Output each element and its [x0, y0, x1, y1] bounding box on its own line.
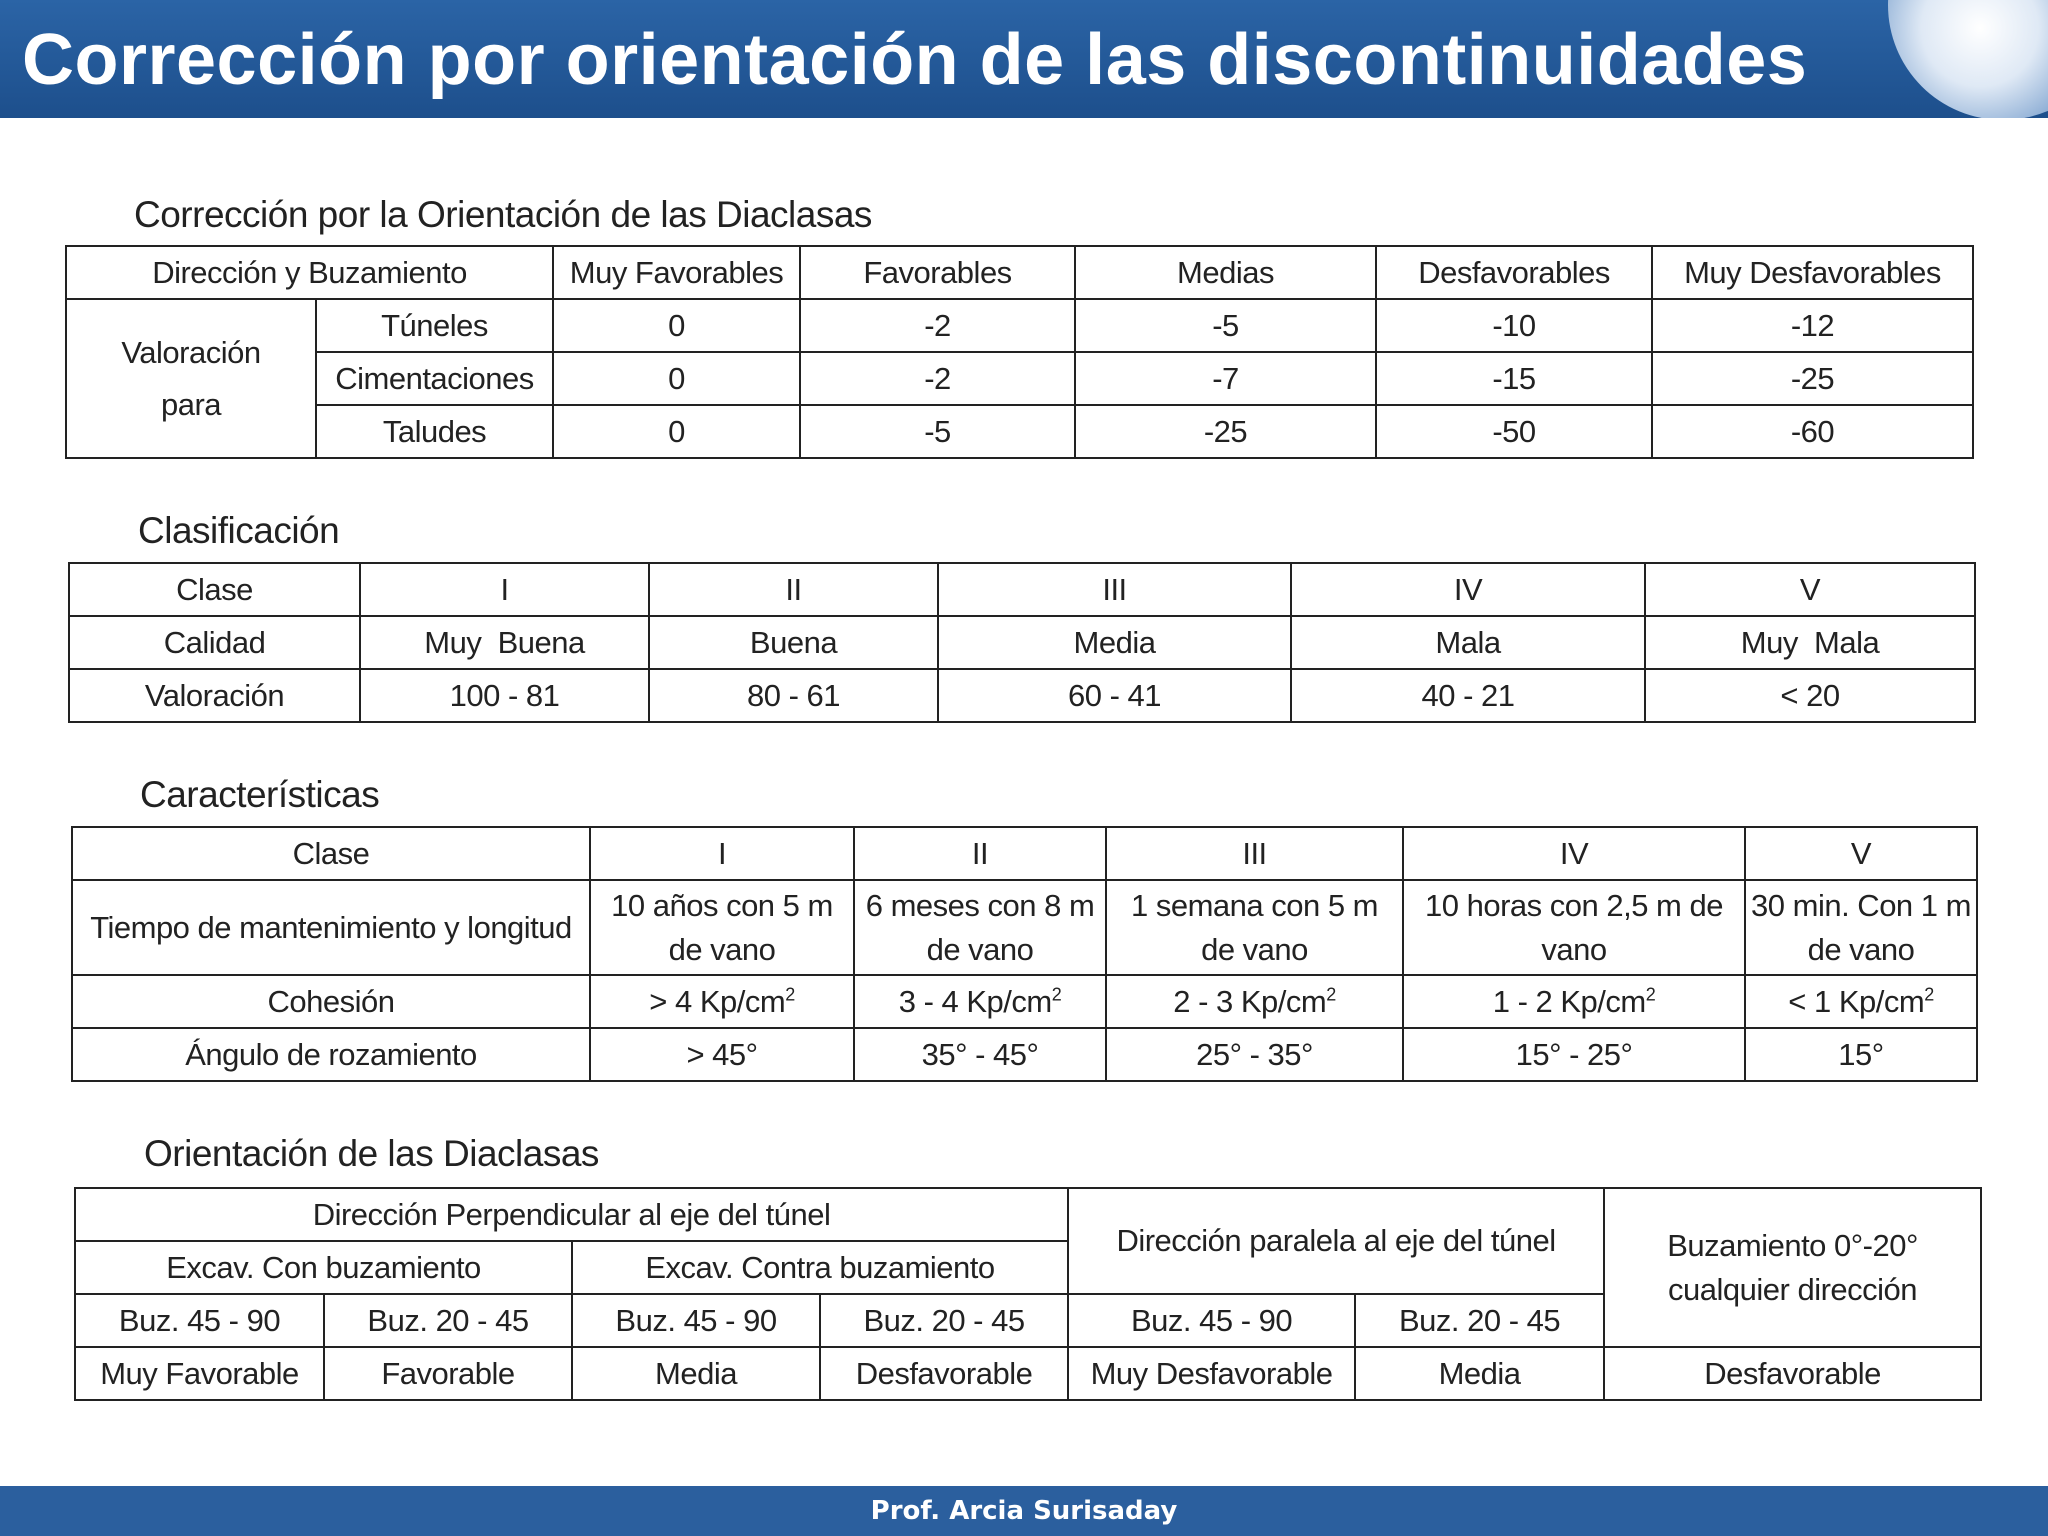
table-cell: 100 - 81	[360, 669, 649, 722]
table-row	[72, 827, 1977, 880]
perpendicular-direction-cell: Dirección Perpendicular al eje del túnel	[75, 1188, 1068, 1241]
unit-superscript: 2	[1326, 984, 1336, 1005]
classification-title: Clasificación	[138, 510, 340, 551]
table-row	[69, 563, 1975, 616]
row-label: Taludes	[316, 405, 553, 458]
slide-header	[0, 0, 2048, 118]
table-cell: III	[1106, 827, 1403, 880]
group-label-line-1: Valoración	[121, 334, 261, 370]
cohesion-value: 3 - 4 Kp/cm	[898, 983, 1052, 1019]
header-cell: Favorables	[800, 246, 1075, 299]
table-cell: -60	[1652, 405, 1973, 458]
table-cell: I	[360, 563, 649, 616]
table-cell: -15	[1376, 352, 1652, 405]
cohesion-value: 2 - 3 Kp/cm	[1173, 983, 1327, 1019]
table-cell	[1745, 975, 1977, 1028]
row-label: Ángulo de rozamiento	[72, 1028, 590, 1081]
dip-cell: Buz. 45 - 90	[1068, 1294, 1355, 1347]
rating-cell: Desfavorable	[1604, 1347, 1981, 1400]
cohesion-value: < 1 Kp/cm	[1788, 983, 1925, 1019]
table-cell	[1106, 975, 1403, 1028]
valoracion-para-cell	[66, 299, 316, 458]
table-cell: 35° - 45°	[854, 1028, 1106, 1081]
characteristics-table	[71, 826, 1978, 1082]
with-dip-cell: Excav. Con buzamiento	[75, 1241, 572, 1294]
rating-cell: Muy Favorable	[75, 1347, 324, 1400]
table-cell: Muy Buena	[360, 616, 649, 669]
orientation-correction-table	[65, 245, 1974, 459]
table-cell: -25	[1652, 352, 1973, 405]
table-cell: -7	[1075, 352, 1376, 405]
table-row	[75, 1188, 1981, 1241]
table-cell: Mala	[1291, 616, 1645, 669]
slide-footer	[0, 1486, 2048, 1536]
row-label: Cohesión	[72, 975, 590, 1028]
cohesion-value: 1 - 2 Kp/cm	[1492, 983, 1646, 1019]
table-cell: IV	[1291, 563, 1645, 616]
dip-cell: Buz. 20 - 45	[324, 1294, 572, 1347]
row-label: Calidad	[69, 616, 360, 669]
table-cell: 0	[553, 352, 800, 405]
table-cell: -5	[800, 405, 1075, 458]
table-cell: Muy Mala	[1645, 616, 1975, 669]
header-glow	[1888, 0, 2048, 118]
table-row	[75, 1347, 1981, 1400]
table-cell: 10 años con 5 m de vano	[590, 880, 854, 975]
table-cell: Media	[938, 616, 1291, 669]
table-cell: -5	[1075, 299, 1376, 352]
table-cell: -2	[800, 299, 1075, 352]
table-row	[72, 880, 1977, 975]
group-label-line-2: para	[160, 386, 222, 422]
table-cell: < 20	[1645, 669, 1975, 722]
row-label: Túneles	[316, 299, 553, 352]
table-cell: 10 horas con 2,5 m de vano	[1403, 880, 1745, 975]
parallel-direction-cell: Dirección paralela al eje del túnel	[1068, 1188, 1604, 1294]
cohesion-value: > 4 Kp/cm	[649, 983, 786, 1019]
dip-cell: Buz. 20 - 45	[820, 1294, 1068, 1347]
rating-cell: Desfavorable	[820, 1347, 1068, 1400]
table-row	[66, 299, 1973, 352]
dip-cell: Buz. 45 - 90	[572, 1294, 820, 1347]
table-row	[66, 352, 1973, 405]
unit-superscript: 2	[785, 984, 795, 1005]
table-cell: 0	[553, 299, 800, 352]
table-cell: 0	[553, 405, 800, 458]
characteristics-title: Características	[140, 774, 380, 815]
table-cell: -25	[1075, 405, 1376, 458]
classification-table	[68, 562, 1976, 723]
table-cell: II	[854, 827, 1106, 880]
rating-cell: Media	[572, 1347, 820, 1400]
table-cell: > 45°	[590, 1028, 854, 1081]
unit-superscript: 2	[1924, 984, 1934, 1005]
header-cell: Muy Favorables	[553, 246, 800, 299]
table-cell: -12	[1652, 299, 1973, 352]
row-label: Valoración	[69, 669, 360, 722]
rating-cell: Favorable	[324, 1347, 572, 1400]
table-cell: -2	[800, 352, 1075, 405]
against-dip-cell: Excav. Contra buzamiento	[572, 1241, 1068, 1294]
header-cell: Muy Desfavorables	[1652, 246, 1973, 299]
table-cell: 60 - 41	[938, 669, 1291, 722]
dip-cell: Buz. 20 - 45	[1355, 1294, 1604, 1347]
header-cell: Dirección y Buzamiento	[66, 246, 553, 299]
joint-orientation-table	[74, 1187, 1982, 1401]
table-cell: -50	[1376, 405, 1652, 458]
table-cell	[1403, 975, 1745, 1028]
rating-cell: Muy Desfavorable	[1068, 1347, 1355, 1400]
table-cell: 15°	[1745, 1028, 1977, 1081]
table-cell: 40 - 21	[1291, 669, 1645, 722]
footer-author: Prof. Arcia Surisaday	[870, 1496, 1178, 1526]
slide-title: Corrección por orientación de las discontinuidades	[22, 20, 1808, 100]
row-label: Clase	[69, 563, 360, 616]
orientation-correction-title: Corrección por la Orientación de las Diaclasas	[134, 194, 872, 235]
table-cell	[590, 975, 854, 1028]
table-cell: 80 - 61	[649, 669, 938, 722]
table-cell: 15° - 25°	[1403, 1028, 1745, 1081]
header-cell: Desfavorables	[1376, 246, 1652, 299]
table-cell	[854, 975, 1106, 1028]
row-label: Clase	[72, 827, 590, 880]
rating-cell: Media	[1355, 1347, 1604, 1400]
table-row	[69, 669, 1975, 722]
unit-superscript: 2	[1051, 984, 1062, 1005]
row-label: Cimentaciones	[316, 352, 553, 405]
table-row	[69, 616, 1975, 669]
table-cell: 30 min. Con 1 m de vano	[1745, 880, 1977, 975]
dip-any-direction-cell: Buzamiento 0°-20° cualquier dirección	[1604, 1188, 1981, 1347]
joint-orientation-title: Orientación de las Diaclasas	[144, 1133, 599, 1174]
table-cell: III	[938, 563, 1291, 616]
table-cell: 6 meses con 8 m de vano	[854, 880, 1106, 975]
table-cell: -10	[1376, 299, 1652, 352]
table-cell: IV	[1403, 827, 1745, 880]
table-cell: Buena	[649, 616, 938, 669]
table-cell: V	[1745, 827, 1977, 880]
table-row	[72, 1028, 1977, 1081]
table-cell: II	[649, 563, 938, 616]
table-cell: 25° - 35°	[1106, 1028, 1403, 1081]
table-cell: 1 semana con 5 m de vano	[1106, 880, 1403, 975]
header-cell: Medias	[1075, 246, 1376, 299]
table-row	[72, 975, 1977, 1028]
unit-superscript: 2	[1645, 984, 1656, 1005]
row-label: Tiempo de mantenimiento y longitud	[72, 880, 590, 975]
table-row	[66, 405, 1973, 458]
table-cell: V	[1645, 563, 1975, 616]
dip-cell: Buz. 45 - 90	[75, 1294, 324, 1347]
table-cell: I	[590, 827, 854, 880]
table-header-row	[66, 246, 1973, 299]
